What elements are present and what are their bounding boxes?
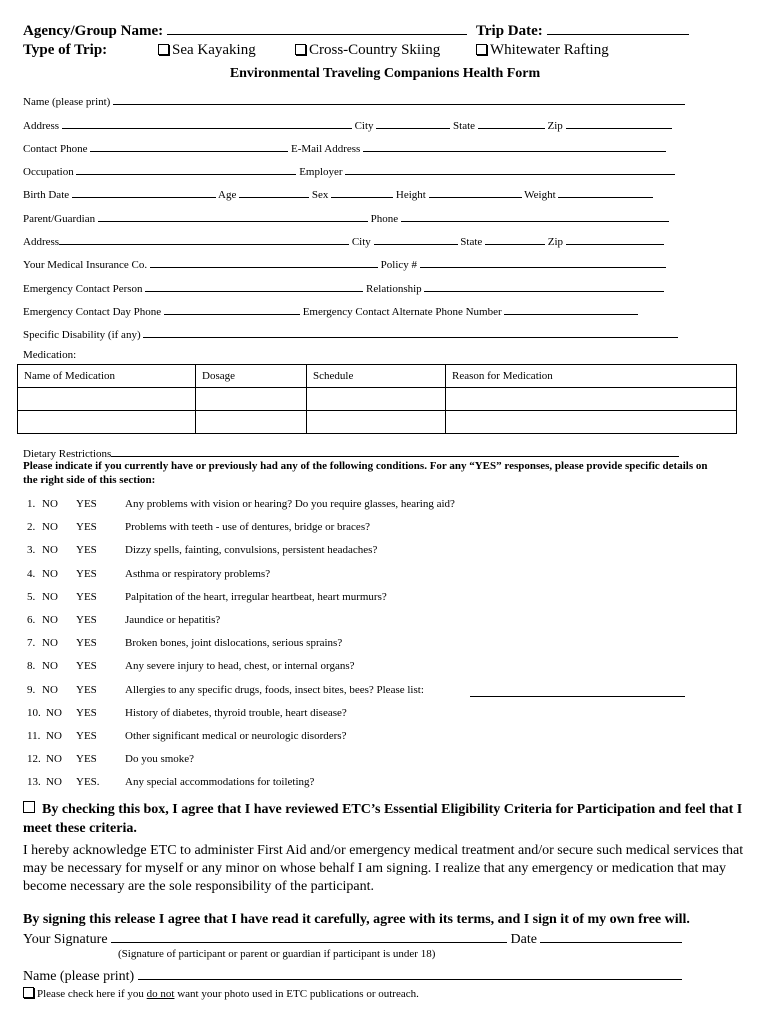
- sex-input[interactable]: [331, 186, 393, 198]
- medication-table: [17, 364, 737, 434]
- no-option[interactable]: NO: [42, 544, 58, 556]
- name-input[interactable]: [113, 93, 685, 105]
- dietary-row: [23, 445, 679, 460]
- print-name-row: [23, 967, 682, 985]
- question-text: Palpitation of the heart, irregular heartbeat, heart murmurs?: [125, 591, 387, 603]
- checkbox-icon[interactable]: [476, 44, 487, 55]
- no-option[interactable]: NO: [46, 730, 62, 742]
- age-label: Age: [218, 189, 237, 201]
- zip-label: Zip: [547, 120, 563, 132]
- address-row: [23, 117, 672, 132]
- photo-optout-row[interactable]: Please check here if you do not want your photo used in ETC publications or outreach.: [23, 987, 419, 1000]
- height-input[interactable]: [429, 186, 522, 198]
- occupation-input[interactable]: [76, 163, 296, 175]
- question-text: Asthma or respiratory problems?: [125, 568, 271, 580]
- table-cell[interactable]: [196, 388, 307, 411]
- table-header-row: [18, 365, 737, 388]
- medication-label: Medication:: [23, 349, 77, 361]
- phone-input[interactable]: [401, 210, 669, 222]
- question-number: 1.: [27, 498, 36, 510]
- agency-input[interactable]: [167, 23, 467, 35]
- city2-input[interactable]: [374, 233, 458, 245]
- insurance-row: [23, 256, 666, 271]
- occupation-label: Occupation: [23, 166, 74, 178]
- disability-row: [23, 326, 678, 341]
- print-name-input[interactable]: [138, 967, 682, 980]
- agency-row: [23, 23, 467, 40]
- table-header-cell: Reason for Medication: [446, 365, 737, 388]
- yes-option[interactable]: YES: [76, 637, 97, 649]
- no-option[interactable]: NO: [42, 591, 58, 603]
- age-input[interactable]: [239, 186, 309, 198]
- photo-optout-checkbox[interactable]: [23, 987, 34, 998]
- trip-option-cross-country-skiing[interactable]: Cross-Country Skiing: [295, 42, 440, 59]
- yes-option[interactable]: YES: [76, 591, 97, 603]
- question-text: History of diabetes, thyroid trouble, heart disease?: [125, 707, 347, 719]
- employer-input[interactable]: [345, 163, 675, 175]
- emergency-person-label: Emergency Contact Person: [23, 283, 143, 295]
- type-of-trip-label: Type of Trip:: [23, 42, 108, 58]
- guardian-row: [23, 210, 669, 225]
- eligibility-checkbox[interactable]: [23, 801, 35, 813]
- employer-label: Employer: [299, 166, 343, 178]
- signature-row: [23, 930, 682, 948]
- emergency-phone-row: [23, 303, 638, 318]
- yes-option[interactable]: YES: [76, 660, 97, 672]
- zip2-label: Zip: [547, 236, 564, 248]
- yes-option[interactable]: YES: [76, 614, 97, 626]
- no-option[interactable]: NO: [42, 568, 58, 580]
- table-cell[interactable]: [18, 388, 196, 411]
- question-number: 9.: [27, 684, 36, 696]
- parent-guardian-label: Parent/Guardian: [23, 213, 96, 225]
- address2-input[interactable]: [59, 233, 349, 245]
- agency-label: Agency/Group Name:: [23, 23, 164, 39]
- signature-label: Your Signature: [23, 932, 108, 947]
- date-input[interactable]: [540, 930, 682, 943]
- question-number: 10.: [27, 707, 41, 719]
- emergency-person-row: [23, 280, 664, 295]
- insurance-input[interactable]: [150, 256, 378, 268]
- table-header-cell: Name of Medication: [18, 365, 196, 388]
- table-row: [18, 388, 737, 411]
- emergency-alt-phone-input[interactable]: [504, 303, 638, 315]
- release-text: By signing this release I agree that I have read it carefully, agree with its terms, and I sign it of my own free will.: [23, 912, 690, 927]
- yes-option[interactable]: YES: [76, 753, 97, 765]
- yes-option[interactable]: YES: [76, 730, 97, 742]
- eligibility-text: By checking this box, I agree that I have reviewed ETC’s Essential Eligibility Criteria for Participation and feel that I meet these criteria.: [23, 802, 743, 836]
- no-option[interactable]: NO: [42, 684, 58, 696]
- table-header-cell: Dosage: [196, 365, 307, 388]
- table-header-cell: Schedule: [307, 365, 446, 388]
- question-number: 2.: [27, 521, 36, 533]
- checkbox-icon[interactable]: [295, 44, 306, 55]
- trip-date-input[interactable]: [547, 23, 689, 35]
- no-option[interactable]: NO: [46, 707, 62, 719]
- height-label: Height: [395, 189, 426, 201]
- emergency-person-input[interactable]: [145, 280, 363, 292]
- no-option[interactable]: NO: [42, 521, 58, 533]
- city2-label: City: [351, 236, 371, 248]
- yes-option[interactable]: YES.: [76, 776, 100, 788]
- no-option[interactable]: NO: [42, 637, 58, 649]
- city-label: City: [354, 120, 374, 132]
- table-cell[interactable]: [446, 388, 737, 411]
- dietary-label: Dietary Restrictions: [23, 448, 112, 460]
- question-number: 11.: [27, 730, 41, 742]
- insurance-label: Your Medical Insurance Co.: [23, 259, 148, 271]
- print-name-label: Name (please print): [23, 969, 135, 984]
- yes-option[interactable]: YES: [76, 521, 97, 533]
- zip2-input[interactable]: [566, 233, 664, 245]
- address2-label: Address: [23, 236, 60, 248]
- sex-label: Sex: [311, 189, 329, 201]
- question-text: Allergies to any specific drugs, foods, insect bites, bees? Please list:: [125, 684, 424, 696]
- table-cell[interactable]: [196, 411, 307, 434]
- allergies-input[interactable]: [470, 685, 685, 697]
- yes-option[interactable]: YES: [76, 568, 97, 580]
- disability-input[interactable]: [143, 326, 678, 338]
- birth-row: [23, 186, 653, 201]
- emergency-day-phone-label: Emergency Contact Day Phone: [23, 306, 162, 318]
- email-input[interactable]: [363, 140, 666, 152]
- question-text: Dizzy spells, fainting, convulsions, persistent headaches?: [125, 544, 378, 556]
- state2-input[interactable]: [485, 233, 545, 245]
- question-text: Broken bones, joint dislocations, serious sprains?: [125, 637, 343, 649]
- dietary-input[interactable]: [111, 445, 679, 457]
- no-option[interactable]: NO: [42, 660, 58, 672]
- yes-option[interactable]: YES: [76, 544, 97, 556]
- question-text: Do you smoke?: [125, 753, 195, 765]
- address-label: Address: [23, 120, 60, 132]
- question-text: Any severe injury to head, chest, or internal organs?: [125, 660, 355, 672]
- state2-label: State: [460, 236, 483, 248]
- relationship-input[interactable]: [424, 280, 664, 292]
- question-number: 13.: [27, 776, 41, 788]
- question-text: Problems with teeth - use of dentures, bridge or braces?: [125, 521, 370, 533]
- weight-input[interactable]: [558, 186, 653, 198]
- trip-date-row: [476, 23, 689, 40]
- question-text: Other significant medical or neurologic disorders?: [125, 730, 347, 742]
- email-label: E-Mail Address: [290, 143, 361, 155]
- conditions-intro: Please indicate if you currently have or previously had any of the following conditions. For any “YES” responses, please provide specific details on the right side of this section:: [23, 460, 708, 486]
- parent-guardian-input[interactable]: [98, 210, 368, 222]
- yes-option[interactable]: YES: [76, 707, 97, 719]
- question-number: 7.: [27, 637, 36, 649]
- birth-date-input[interactable]: [72, 186, 216, 198]
- date-label: Date: [510, 932, 537, 947]
- policy-label: Policy #: [380, 259, 418, 271]
- table-cell[interactable]: [307, 388, 446, 411]
- yes-option[interactable]: YES: [76, 684, 97, 696]
- no-option[interactable]: NO: [42, 614, 58, 626]
- no-option[interactable]: NO: [46, 776, 62, 788]
- form-title: Environmental Traveling Companions Health Form: [229, 66, 541, 81]
- table-row: [18, 411, 737, 434]
- question-number: 6.: [27, 614, 36, 626]
- trip-option-whitewater-rafting[interactable]: Whitewater Rafting: [476, 42, 609, 59]
- policy-input[interactable]: [420, 256, 666, 268]
- contact-row: [23, 140, 666, 155]
- contact-phone-label: Contact Phone: [23, 143, 88, 155]
- contact-phone-input[interactable]: [90, 140, 288, 152]
- emergency-day-phone-input[interactable]: [164, 303, 300, 315]
- name-label: Name (please print): [23, 96, 111, 108]
- no-option[interactable]: NO: [46, 753, 62, 765]
- trip-option-sea-kayaking[interactable]: Sea Kayaking: [158, 42, 256, 59]
- occupation-row: [23, 163, 675, 178]
- signature-input[interactable]: [111, 930, 507, 943]
- zip-input[interactable]: [566, 117, 672, 129]
- question-text: Any problems with vision or hearing? Do you require glasses, hearing aid?: [125, 498, 455, 510]
- emergency-alt-phone-label: Emergency Contact Alternate Phone Number: [302, 306, 502, 318]
- relationship-label: Relationship: [366, 283, 422, 295]
- name-row: [23, 93, 685, 108]
- checkbox-icon[interactable]: [158, 44, 169, 55]
- city-input[interactable]: [376, 117, 450, 129]
- table-cell[interactable]: [446, 411, 737, 434]
- question-number: 8.: [27, 660, 36, 672]
- phone-label: Phone: [370, 213, 399, 225]
- address2-row: [23, 233, 664, 248]
- state-label: State: [453, 120, 476, 132]
- question-number: 4.: [27, 568, 36, 580]
- trip-date-label: Trip Date:: [476, 23, 543, 39]
- acknowledgement-text: I hereby acknowledge ETC to administer First Aid and/or emergency medical treatment and/or secure such medical services that may be necessary for myself or any minor on whose behalf I am signing. I realize that any emergency or medication that may become necessary are the sole responsibility of the participant.: [23, 843, 744, 894]
- state-input[interactable]: [478, 117, 545, 129]
- question-number: 5.: [27, 591, 36, 603]
- eligibility-row: [23, 800, 748, 838]
- question-text: Any special accommodations for toileting?: [125, 776, 315, 788]
- no-option[interactable]: NO: [42, 498, 58, 510]
- signature-note: (Signature of participant or parent or guardian if participant is under 18): [118, 948, 436, 960]
- disability-label: Specific Disability (if any): [23, 329, 141, 341]
- yes-option[interactable]: YES: [76, 498, 97, 510]
- table-cell[interactable]: [18, 411, 196, 434]
- address-input[interactable]: [62, 117, 352, 129]
- table-cell[interactable]: [307, 411, 446, 434]
- question-text: Jaundice or hepatitis?: [125, 614, 221, 626]
- question-number: 12.: [27, 753, 41, 765]
- weight-label: Weight: [524, 189, 556, 201]
- question-number: 3.: [27, 544, 36, 556]
- birth-date-label: Birth Date: [23, 189, 70, 201]
